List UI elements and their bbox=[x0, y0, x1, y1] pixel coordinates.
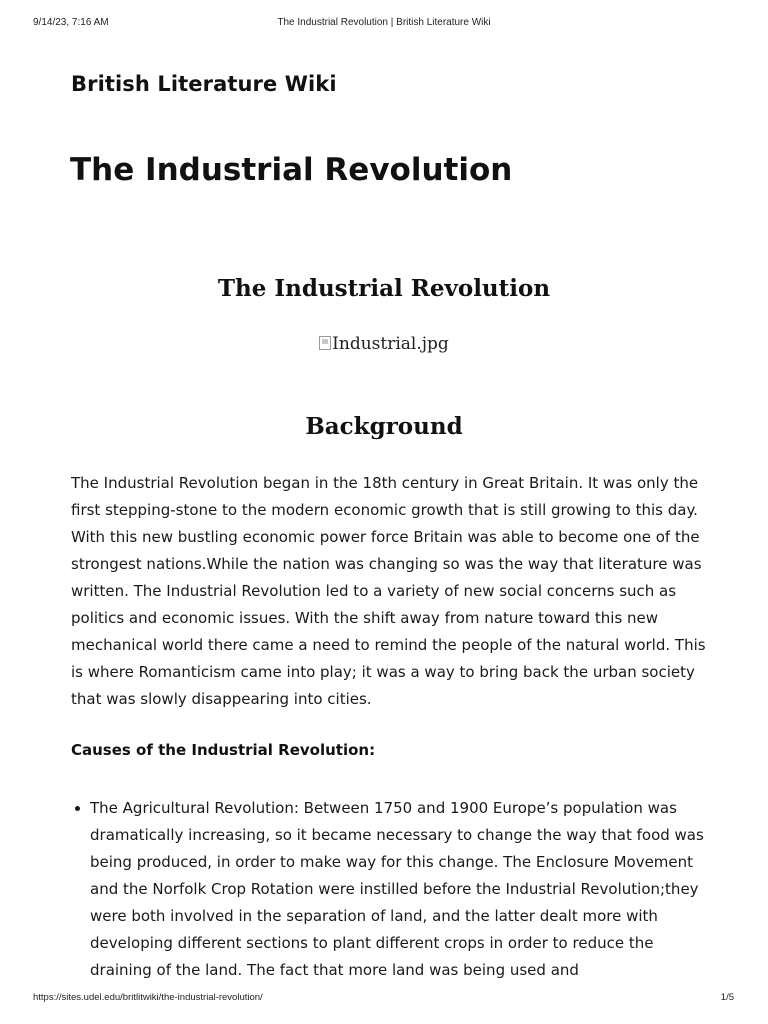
causes-heading: Causes of the Industrial Revolution: bbox=[71, 741, 376, 759]
print-document-title: The Industrial Revolution | British Literature Wiki bbox=[277, 17, 491, 28]
print-datetime: 9/14/23, 7:16 AM bbox=[33, 17, 109, 28]
image-alt-text: Industrial.jpg bbox=[332, 334, 449, 354]
causes-list bbox=[71, 795, 711, 984]
broken-image-icon bbox=[319, 336, 331, 350]
site-title-link[interactable]: British Literature Wiki bbox=[71, 72, 337, 96]
background-paragraph: The Industrial Revolution began in the 18th century in Great Britain. It was only the first stepping-stone to the modern economic growth that is still growing to this day. With this new bustling economic power force Britain was able to become one of the strongest nations.While the nation was changing so was the way that literature was written. The Industrial Revolution led to a variety of new social concerns such as politics and economic issues. With the shift away from nature toward this new mechanical world there came a need to remind the people of the natural world. This is where Romanticism came into play; it was a way to bring back the urban society that was slowly disappearing into cities. bbox=[71, 474, 706, 708]
print-page-number: 1/5 bbox=[720, 992, 734, 1003]
print-footer bbox=[0, 992, 768, 1006]
article-main-heading: The Industrial Revolution bbox=[217, 275, 551, 302]
print-url: https://sites.udel.edu/britlitwiki/the-industrial-revolution/ bbox=[33, 992, 263, 1003]
list-item-text: The Agricultural Revolution: Between 1750 and 1900 Europe’s population was dramatically increasing, so it became necessary to change the way that food was being produced, in order to make way for this change. The Enclosure Movement and the Norfolk Crop Rotation were instilled before the Industrial Revolution;they were both involved in the separation of land, and the latter dealt more with developing different sections to plant different crops in order to reduce the draining of the land. The fact that more land was being used and bbox=[90, 799, 704, 979]
broken-image bbox=[0, 334, 768, 354]
bullet-icon bbox=[75, 806, 80, 811]
print-header bbox=[0, 17, 768, 31]
page-title: The Industrial Revolution bbox=[70, 152, 513, 188]
list-item bbox=[71, 795, 711, 984]
background-heading: Background bbox=[305, 413, 463, 440]
